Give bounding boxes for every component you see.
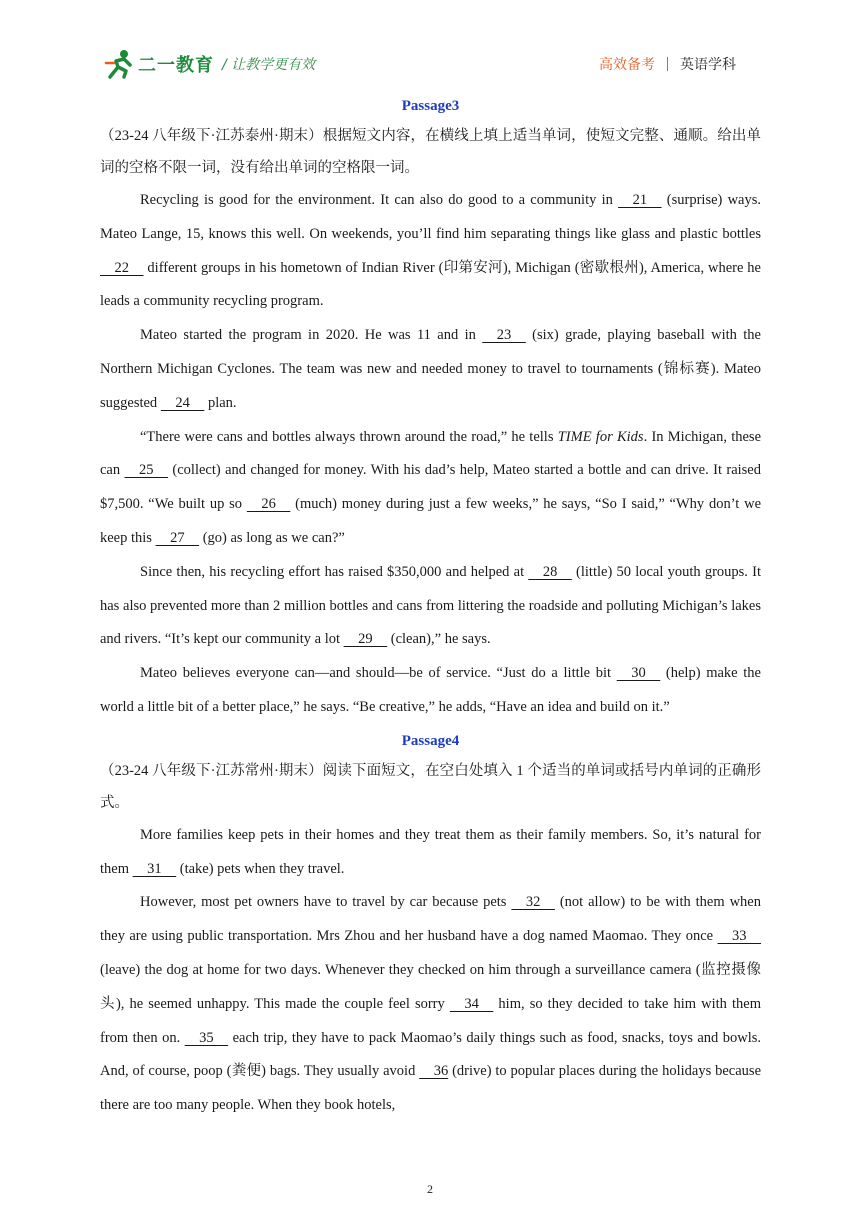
text-run: (help) make the world a little bit of a better place,” he says. “Be creative,” he adds, “Have an idea and build on it.” bbox=[100, 665, 761, 715]
text-run: “There were cans and bottles always thrown around the road,” he tells bbox=[140, 428, 558, 445]
blank-31: 31 bbox=[132, 860, 177, 877]
blank-23: 23 bbox=[482, 327, 526, 344]
text-run: plan. bbox=[204, 394, 237, 411]
blank-34: 34 bbox=[449, 995, 494, 1012]
text-run: (little) 50 local youth groups. It has also prevented more than 2 million bottles and cans from littering the roadside and polluting Michigan’s lakes and rivers. “It’s kept our community a lot bbox=[100, 563, 761, 648]
page-header bbox=[0, 0, 860, 90]
header-subject: 英语学科 bbox=[680, 57, 736, 73]
text-run: . In Michigan, these can bbox=[100, 428, 762, 479]
text-run: Recycling is good for the environment. It can also do good to a community in bbox=[140, 192, 619, 208]
blank-24: 24 bbox=[160, 394, 205, 411]
text-run: different groups in his hometown of Indian River (印第安河), Michigan (密歇根州), America, where he leads a community recycling program. bbox=[100, 259, 761, 310]
blank-21: 21 bbox=[618, 192, 662, 208]
passage4-title: Passage4 bbox=[401, 732, 460, 749]
blank-36: 36 bbox=[419, 1063, 449, 1080]
text-run: (six) grade, playing baseball with the Northern Michigan Cyclones. The team was new and needed money to travel to tournaments (锦标赛). Mateo suggested bbox=[100, 327, 761, 411]
passage4-paragraph-1 bbox=[100, 819, 761, 887]
magazine-title: TIME for Kids bbox=[557, 428, 644, 445]
text-run: Mateo believes everyone can—and should—be of service. “Just do a little bit bbox=[140, 665, 617, 682]
text-run: Since then, his recycling effort has raised $350,000 and helped at bbox=[140, 563, 529, 580]
document-body bbox=[100, 92, 761, 1123]
text-run: (go) as long as we can?” bbox=[199, 529, 345, 546]
blank-32: 32 bbox=[511, 894, 555, 911]
passage3-paragraph-1 bbox=[100, 184, 761, 319]
passage3-instructions: （23-24 八年级下·江苏泰州·期末）根据短文内容，在横线上填上适当单词，使短文完整、通顺。给出单词的空格不限一词，没有给出单词的空格限一词。 bbox=[100, 128, 761, 176]
text-run: (drive) to popular places during the holidays because there are too many people. When they book hotels, bbox=[100, 1063, 762, 1114]
passage3-paragraph-2 bbox=[100, 319, 761, 420]
blank-33: 33 bbox=[717, 928, 761, 945]
page-number: 2 bbox=[427, 1182, 433, 1196]
text-run: Mateo started the program in 2020. He was 11 and in bbox=[140, 327, 483, 344]
passage3-paragraph-5 bbox=[100, 657, 761, 725]
text-run: (leave) the dog at home for two days. Whenever they checked on him through a surveillance camera (监控摄像头), he seemed unhappy. This made the couple feel sorry bbox=[100, 961, 761, 1012]
text-run: (clean),” he says. bbox=[387, 631, 491, 648]
blank-26: 26 bbox=[246, 496, 291, 513]
brand-logo bbox=[104, 48, 214, 80]
text-run: (surprise) ways. Mateo Lange, 15, knows this well. On weekends, you’ll find him separating things like glass and plastic bottles bbox=[100, 192, 761, 242]
blank-22: 22 bbox=[100, 259, 144, 276]
blank-30: 30 bbox=[616, 665, 661, 682]
text-run: (much) money during just a few weeks,” he says, “So I said,” “Why don’t we keep this bbox=[100, 496, 762, 546]
brand-name: 二一教育 bbox=[138, 55, 214, 76]
runner-logo-icon bbox=[104, 49, 136, 79]
slogan: / 让教学更有效 bbox=[222, 57, 316, 73]
text-run: (collect) and changed for money. With his dad’s help, Mateo started a bottle and can drive. It raised $7,500. “We built up so bbox=[100, 462, 761, 513]
passage4-instructions: （23-24 八年级下·江苏常州·期末）阅读下面短文，在空白处填入 1 个适当的单词或括号内单词的正确形式。 bbox=[100, 762, 761, 811]
blank-28: 28 bbox=[528, 563, 572, 580]
header-tagline: 高效备考 bbox=[599, 57, 655, 73]
header-right bbox=[599, 54, 736, 74]
text-run: each trip, they have to pack Maomao’s daily things such as food, snacks, toys and bowls. And, of course, poop (粪便) bags. They usually avoid bbox=[100, 1029, 761, 1080]
blank-27: 27 bbox=[155, 529, 200, 546]
passage3-paragraph-4 bbox=[100, 556, 761, 657]
passage3-paragraph-3 bbox=[100, 421, 761, 556]
blank-35: 35 bbox=[184, 1029, 229, 1046]
passage3-title: Passage3 bbox=[401, 98, 460, 114]
blank-25: 25 bbox=[124, 462, 169, 479]
text-run: (not allow) to be with them when they are using public transportation. Mrs Zhou and her husband have a dog named Maomao. They once bbox=[100, 894, 761, 945]
text-run: However, most pet owners have to travel by car because pets bbox=[140, 894, 512, 911]
text-run: (take) pets when they travel. bbox=[176, 860, 345, 877]
passage4-paragraph-2 bbox=[100, 886, 761, 1123]
text-run: him, so they decided to take him with them from then on. bbox=[100, 995, 761, 1046]
header-divider bbox=[667, 57, 668, 71]
text-run: More families keep pets in their homes and they treat them as their family members. So, it’s natural for them bbox=[100, 826, 761, 877]
blank-29: 29 bbox=[343, 631, 388, 648]
